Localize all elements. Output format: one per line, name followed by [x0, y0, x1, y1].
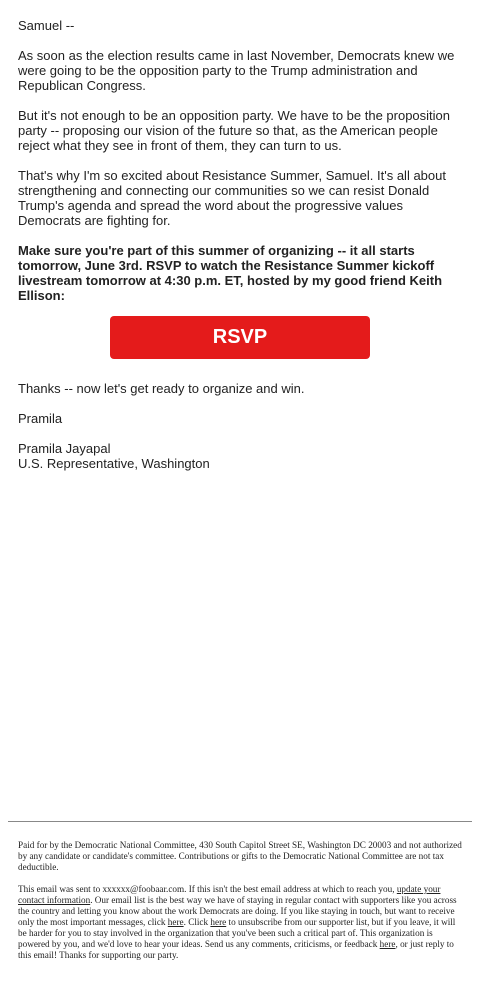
- footer-notice: [18, 884, 462, 961]
- footer-divider: [8, 821, 472, 822]
- update-contact-link[interactable]: update your contact information: [18, 884, 441, 905]
- important-messages-link[interactable]: here: [167, 917, 184, 927]
- feedback-link[interactable]: here: [379, 939, 396, 949]
- signature-name: Pramila Jayapal: [18, 441, 111, 456]
- footer-notice-text-3: . Click: [183, 917, 211, 927]
- paragraph-resistance-summer: That's why I'm so excited about Resistance Summer, Samuel. It's all about strengthening and connecting our communities so we can resist Donald Trump's agenda and spread the word about the progressive values Democrats are fighting for.: [18, 168, 446, 228]
- signature-title: U.S. Representative, Washington: [18, 456, 210, 471]
- footer: [18, 840, 462, 972]
- signature-section: [18, 381, 462, 471]
- greeting: Samuel --: [18, 18, 75, 33]
- footer-disclaimer: Paid for by the Democratic National Committee, 430 South Capitol Street SE, Washington DC 20003 and not authorized by any candidate or candidate's committee. Contributions or gifts to the Democratic National Committee are not tax deductible.: [18, 840, 462, 872]
- signoff: Pramila: [18, 411, 63, 426]
- rsvp-button[interactable]: RSVP: [110, 316, 370, 359]
- footer-notice-text-5: , or just reply to this email! Thanks for supporting our party.: [18, 939, 454, 960]
- unsubscribe-link[interactable]: here: [210, 917, 227, 927]
- closing-line: Thanks -- now let's get ready to organize and win.: [18, 381, 305, 396]
- footer-notice-text-1: This email was sent to xxxxxx@foobaar.com. If this isn't the best email address at which to reach you,: [18, 884, 397, 894]
- rsvp-button-container: [18, 316, 462, 359]
- email-body: [18, 18, 462, 303]
- callout-paragraph: Make sure you're part of this summer of organizing -- it all starts tomorrow, June 3rd. RSVP to watch the Resistance Summer kickoff livestream tomorrow at 4:30 p.m. ET, hosted by my good friend Keith Ellison:: [18, 243, 443, 303]
- signature-block: [18, 441, 462, 471]
- paragraph-election: As soon as the election results came in last November, Democrats knew we were going to be the opposition party to the Trump administration and Republican Congress.: [18, 48, 455, 93]
- footer-notice-text-4: to unsubscribe from our supporter list, but if you leave, it will be harder for you to stay involved in the organization that you've been such a critical part of. This organization is powered by you, and we'd love to hear your ideas. Send us any comments, criticisms, or feedback: [18, 917, 456, 949]
- footer-notice-text-2: . Our email list is the best way we have of staying in regular contact with supporters like you across the country and letting you know about the work Democrats are doing. If you like staying in touch, but want to receive only the most important messages, click: [18, 895, 457, 927]
- paragraph-proposition: But it's not enough to be an opposition party. We have to be the proposition party -- proposing our vision of the future so that, as the American people reject what they see in front of them, they can turn to us.: [18, 108, 451, 153]
